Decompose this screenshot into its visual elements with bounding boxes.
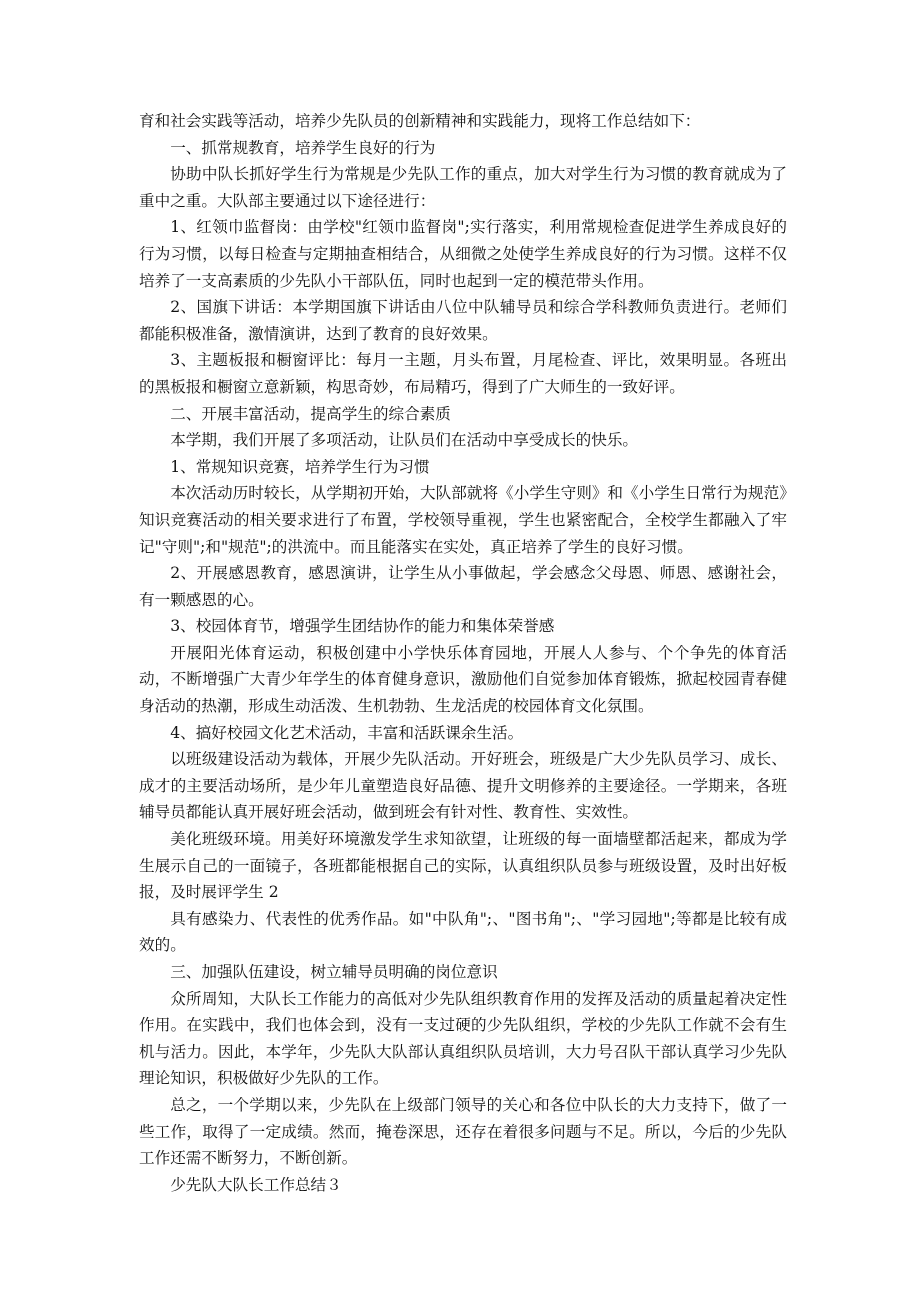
paragraph: 以班级建设活动为载体，开展少先队活动。开好班会，班级是广大少先队员学习、成长、成才的主要活动场所，是少年儿童塑造良好品德、提升文明修养的主要途径。一学期来，各班辅导员都能认真开展好班会活动，做到班会有针对性、教育性、实效性。	[139, 750, 787, 822]
paragraph: 本学期，我们开展了多项活动，让队员们在活动中享受成长的快乐。	[170, 431, 639, 450]
paragraph: 2、国旗下讲话：本学期国旗下讲话由八位中队辅导员和综合学科教师负责进行。老师们都能积极准备，激情演讲，达到了教育的良好效果。	[139, 298, 787, 343]
paragraph: 2、开展感恩教育，感恩演讲，让学生从小事做起，学会感念父母恩、师恩、感谢社会，有一颗感恩的心。	[139, 564, 787, 609]
paragraph: 美化班级环境。用美好环境激发学生求知欲望，让班级的每一面墙壁都活起来，都成为学生展示自己的一面镜子，各班都能根据自己的实际，认真组织队员参与班级设置，及时出好板报，及时展评学生 2	[139, 830, 787, 902]
paragraph: 总之，一个学期以来，少先队在上级部门领导的关心和各位中队长的大力支持下，做了一些工作，取得了一定成绩。然而，掩卷深思，还存在着很多问题与不足。所以，今后的少先队工作还需不断努力，不断创新。	[139, 1095, 787, 1168]
document-body	[139, 108, 787, 1198]
paragraph: 3、主题板报和橱窗评比：每月一主题，月头布置，月尾检查、评比，效果明显。各班出的黑板报和橱窗立意新颖，构思奇妙，布局精巧，得到了广大师生的一致好评。	[139, 351, 787, 396]
subheading: 4、搞好校园文化艺术活动，丰富和活跃课余生活。	[170, 723, 524, 742]
paragraph: 众所周知，大队长工作能力的高低对少先队组织教育作用的发挥及活动的质量起着决定性作用。在实践中，我们也体会到，没有一支过硬的少先队组织，学校的少先队工作就不会有生机与活力。因此，本学年，少先队大队部认真组织队员培训，大力号召队干部认真学习少先队理论知识，积极做好少先队的工作。	[139, 989, 787, 1088]
paragraph: 具有感染力、代表性的优秀作品。如"中队角";、"图书角";、"学习园地";等都是比较有成效的。	[139, 909, 787, 955]
subheading: 1、常规知识竞赛，培养学生行为习惯	[170, 457, 430, 476]
next-section-title: 少先队大队长工作总结３	[170, 1175, 342, 1194]
subheading: 3、校园体育节，增强学生团结协作的能力和集体荣誉感	[170, 617, 555, 636]
section-heading-2: 二、开展丰富活动，提高学生的综合素质	[170, 404, 451, 423]
paragraph-continuation: 育和社会实践等活动，培养少先队员的创新精神和实践能力，现将工作总结如下：	[139, 112, 701, 130]
section-heading-1: 一、抓常规教育，培养学生良好的行为	[170, 138, 436, 157]
paragraph: 本次活动历时较长，从学期初开始，大队部就将《小学生守则》和《小学生日常行为规范》知识竞赛活动的相关要求进行了布置，学校领导重视，学生也紧密配合，全校学生都融入了牢记"守则";和"规范";的洪流中。而且能落实在实处，真正培养了学生的良好习惯。	[139, 484, 787, 556]
paragraph: 开展阳光体育运动，积极创建中小学快乐体育园地，开展人人参与、个个争先的体育活动，不断增强广大青少年学生的体育健身意识，激励他们自觉参加体育锻炼，掀起校园青春健身活动的热潮，形成生动活泼、生机勃勃、生龙活虎的校园体育文化氛围。	[139, 643, 787, 716]
paragraph: 协助中队长抓好学生行为常规是少先队工作的重点，加大对学生行为习惯的教育就成为了重中之重。大队部主要通过以下途径进行：	[139, 165, 787, 210]
section-heading-3: 三、加强队伍建设，树立辅导员明确的岗位意识	[170, 963, 498, 981]
paragraph: 1、红领巾监督岗：由学校"红领巾监督岗";实行落实，利用常规检查促进学生养成良好的行为习惯，以每日检查与定期抽查相结合，从细微之处使学生养成良好的行为习惯。这样不仅培养了一支高素质的少先队小干部队伍，同时也起到一定的模范带头作用。	[139, 218, 787, 290]
